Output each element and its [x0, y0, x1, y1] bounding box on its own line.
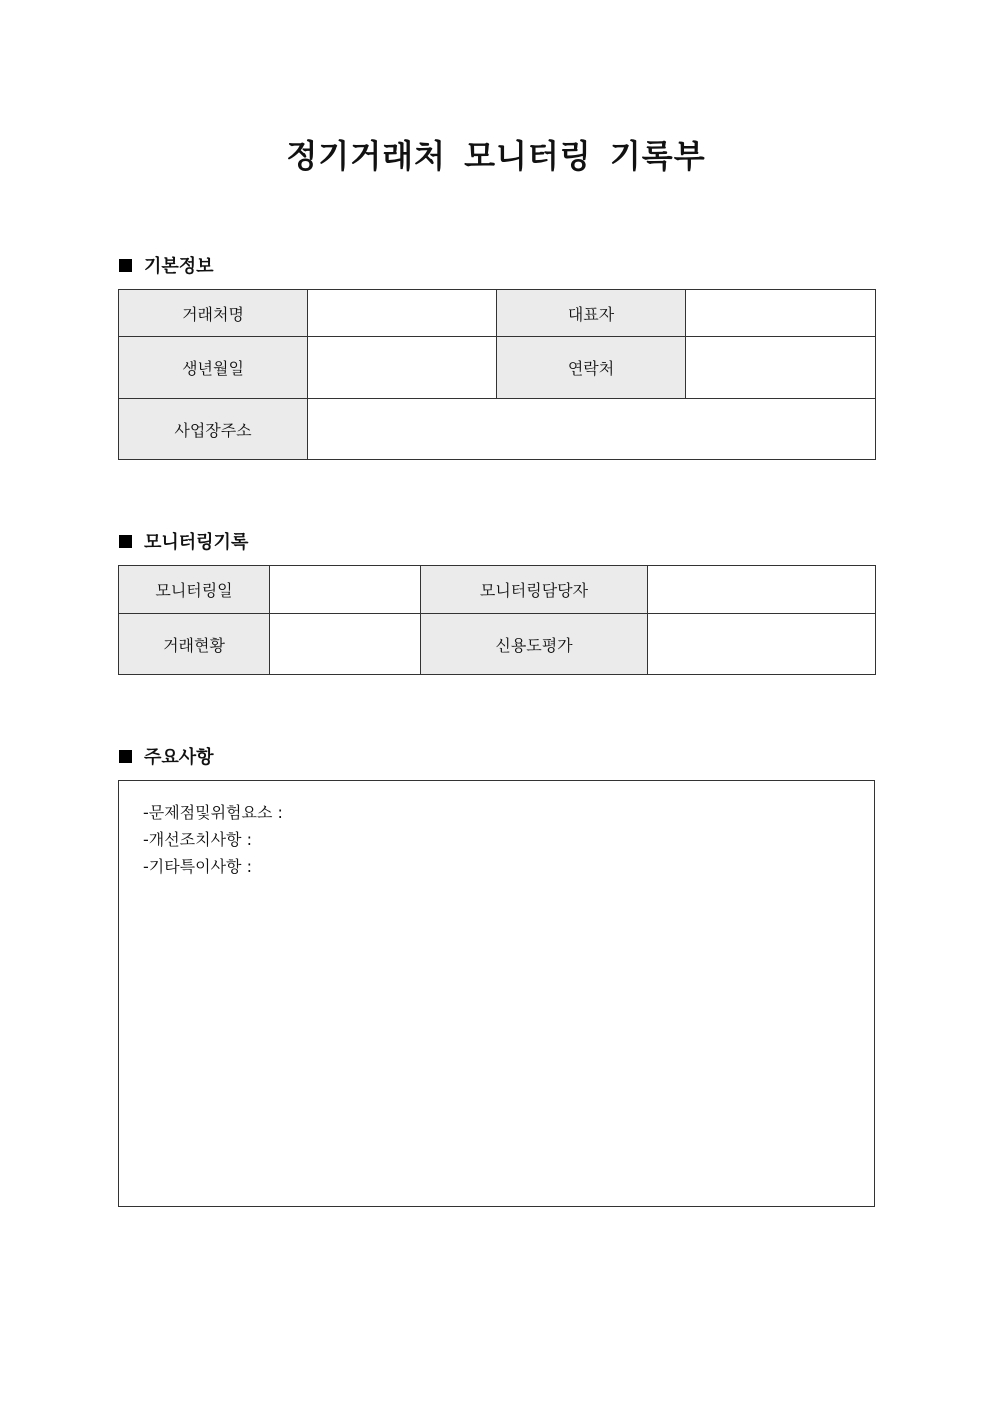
- birthdate-label: 생년월일: [119, 337, 308, 399]
- table-row: [119, 614, 876, 675]
- basic-info-heading-label: 기본정보: [144, 256, 214, 277]
- company-name-field[interactable]: [308, 290, 497, 337]
- birthdate-field[interactable]: [308, 337, 497, 399]
- notes-list: [143, 799, 283, 880]
- monitoring-heading: [119, 529, 248, 553]
- trade-status-label: 거래현황: [119, 614, 270, 675]
- basic-info-heading: [119, 253, 214, 277]
- basic-info-table: [118, 289, 876, 460]
- representative-field[interactable]: [686, 290, 876, 337]
- page-title: 정기거래처 모니터링 기록부: [286, 137, 706, 175]
- credit-rating-label: 신용도평가: [421, 614, 648, 675]
- table-row: [119, 566, 876, 614]
- monitoring-date-field[interactable]: [270, 566, 421, 614]
- square-bullet-icon: [119, 259, 132, 272]
- notes-heading: [119, 744, 214, 768]
- contact-field[interactable]: [686, 337, 876, 399]
- credit-rating-field[interactable]: [648, 614, 876, 675]
- contact-label: 연락처: [497, 337, 686, 399]
- address-label: 사업장주소: [119, 399, 308, 460]
- list-item: -문제점및위험요소 :: [143, 803, 283, 822]
- company-name-label: 거래처명: [119, 290, 308, 337]
- monitoring-date-label: 모니터링일: [119, 566, 270, 614]
- notes-heading-label: 주요사항: [144, 747, 214, 768]
- square-bullet-icon: [119, 750, 132, 763]
- list-item: -개선조치사항 :: [143, 830, 252, 849]
- trade-status-field[interactable]: [270, 614, 421, 675]
- square-bullet-icon: [119, 535, 132, 548]
- notes-box[interactable]: [118, 780, 875, 1207]
- table-row: [119, 337, 876, 399]
- list-item: -기타특이사항 :: [143, 857, 252, 876]
- monitoring-manager-field[interactable]: [648, 566, 876, 614]
- address-field[interactable]: [308, 399, 876, 460]
- monitoring-heading-label: 모니터링기록: [144, 532, 249, 553]
- monitoring-table: [118, 565, 876, 675]
- representative-label: 대표자: [497, 290, 686, 337]
- monitoring-manager-label: 모니터링담당자: [421, 566, 648, 614]
- table-row: [119, 290, 876, 337]
- table-row: [119, 399, 876, 460]
